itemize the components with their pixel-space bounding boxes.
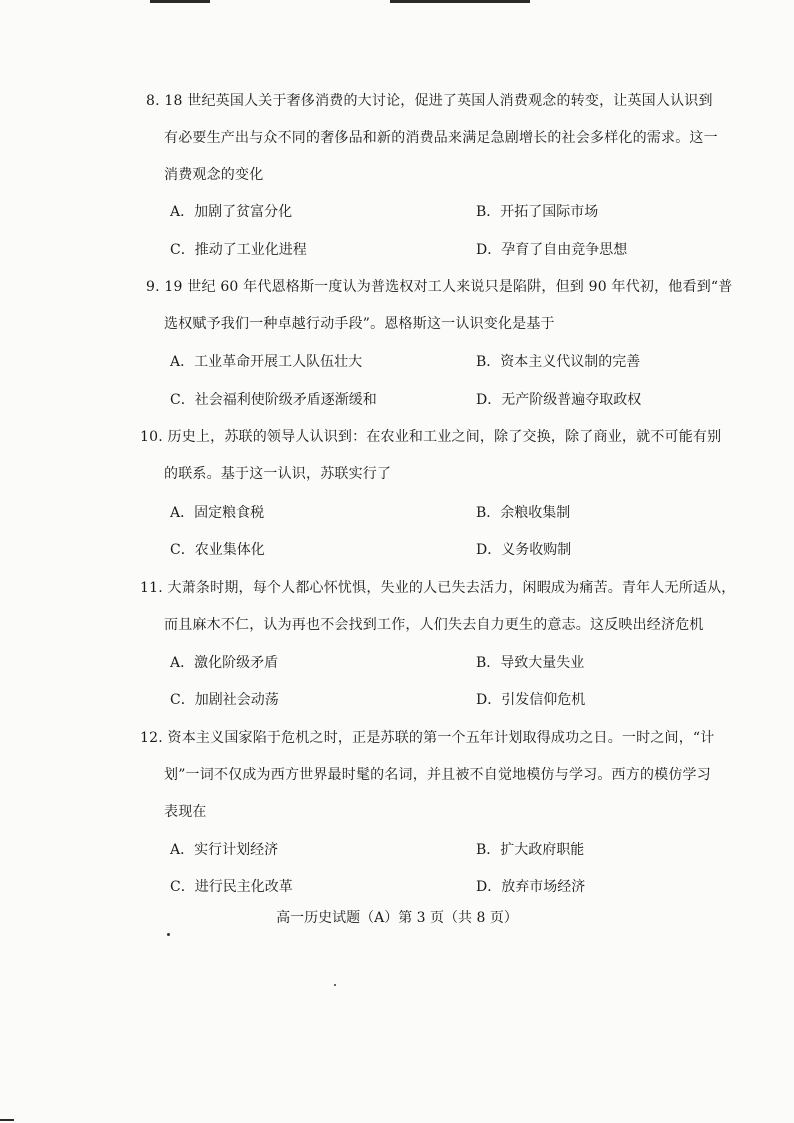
question-11-option-c: C．加剧社会动荡 bbox=[170, 692, 279, 708]
question-10-option-b: B．余粮收集制 bbox=[476, 505, 571, 521]
scan-speck bbox=[334, 984, 336, 986]
question-9-option-d: D．无产阶级普遍夺取政权 bbox=[476, 392, 642, 408]
question-12-option-a: A．实行计划经济 bbox=[170, 842, 279, 858]
question-12-option-b: B．扩大政府职能 bbox=[476, 842, 585, 858]
scan-speck bbox=[167, 933, 170, 936]
question-8-option-d: D．孕育了自由竞争思想 bbox=[476, 242, 628, 258]
question-8-stem-line-2: 有必要生产出与众不同的奢侈品和新的消费品来满足急剧增长的社会多样化的需求。这一 bbox=[164, 130, 718, 146]
question-11-stem-line-2: 而且麻木不仁，认为再也不会找到工作，人们失去自力更生的意志。这反映出经济危机 bbox=[164, 617, 704, 633]
question-8-stem-line-1: 8. 18 世纪英国人关于奢侈消费的大讨论，促进了英国人消费观念的转变，让英国人认识到 bbox=[146, 93, 713, 109]
question-9-option-b: B．资本主义代议制的完善 bbox=[476, 354, 641, 370]
question-9-stem-line-2: 选权赋予我们一种卓越行动手段”。恩格斯这一认识变化是基于 bbox=[164, 316, 555, 332]
question-12-option-c: C．进行民主化改革 bbox=[170, 879, 293, 895]
question-12-stem-line-1: 12. 资本主义国家陷于危机之时，正是苏联的第一个五年计划取得成功之日。一时之间，“计 bbox=[140, 730, 715, 746]
question-10-option-c: C．农业集体化 bbox=[170, 542, 265, 558]
question-8-stem-line-3: 消费观念的变化 bbox=[164, 167, 264, 183]
question-12-stem-line-2: 划”一词不仅成为西方世界最时髦的名词，并且被不自觉地模仿与学习。西方的模仿学习 bbox=[164, 767, 711, 783]
question-11-stem-line-1: 11. 大萧条时期，每个人都心怀忧惧，失业的人已失去活力，闲暇成为痛苦。青年人无所适从， bbox=[140, 580, 736, 596]
scan-artifact-top-left bbox=[150, 0, 210, 3]
question-8-option-b: B．开拓了国际市场 bbox=[476, 204, 599, 220]
question-11-option-b: B．导致大量失业 bbox=[476, 655, 585, 671]
question-11-option-a: A．激化阶级矛盾 bbox=[170, 655, 279, 671]
question-9-option-c: C．社会福利使阶级矛盾逐渐缓和 bbox=[170, 392, 377, 408]
question-10-option-a: A．固定粮食税 bbox=[170, 505, 265, 521]
question-10-stem-line-1: 10. 历史上，苏联的领导人认识到：在农业和工业之间，除了交换，除了商业，就不可能有别 bbox=[140, 429, 722, 445]
question-12-stem-line-3: 表现在 bbox=[164, 804, 207, 820]
question-8-option-c: C．推动了工业化进程 bbox=[170, 242, 307, 258]
question-11-option-d: D．引发信仰危机 bbox=[476, 692, 586, 708]
scan-artifact-bottom-left bbox=[0, 1119, 14, 1121]
question-9-stem-line-1: 9. 19 世纪 60 年代恩格斯一度认为普选权对工人来说只是陷阱，但到 90 年代初，他看到“普 bbox=[146, 279, 733, 295]
question-12-option-d: D．放弃市场经济 bbox=[476, 879, 586, 895]
question-9-option-a: A．工业革命开展工人队伍壮大 bbox=[170, 354, 363, 370]
question-10-stem-line-2: 的联系。基于这一认识，苏联实行了 bbox=[164, 466, 392, 482]
page-footer: 高一历史试题（A）第 3 页（共 8 页） bbox=[276, 910, 518, 926]
question-8-option-a: A．加剧了贫富分化 bbox=[170, 204, 293, 220]
question-10-option-d: D．义务收购制 bbox=[476, 542, 572, 558]
scan-artifact-top-right bbox=[390, 0, 530, 3]
